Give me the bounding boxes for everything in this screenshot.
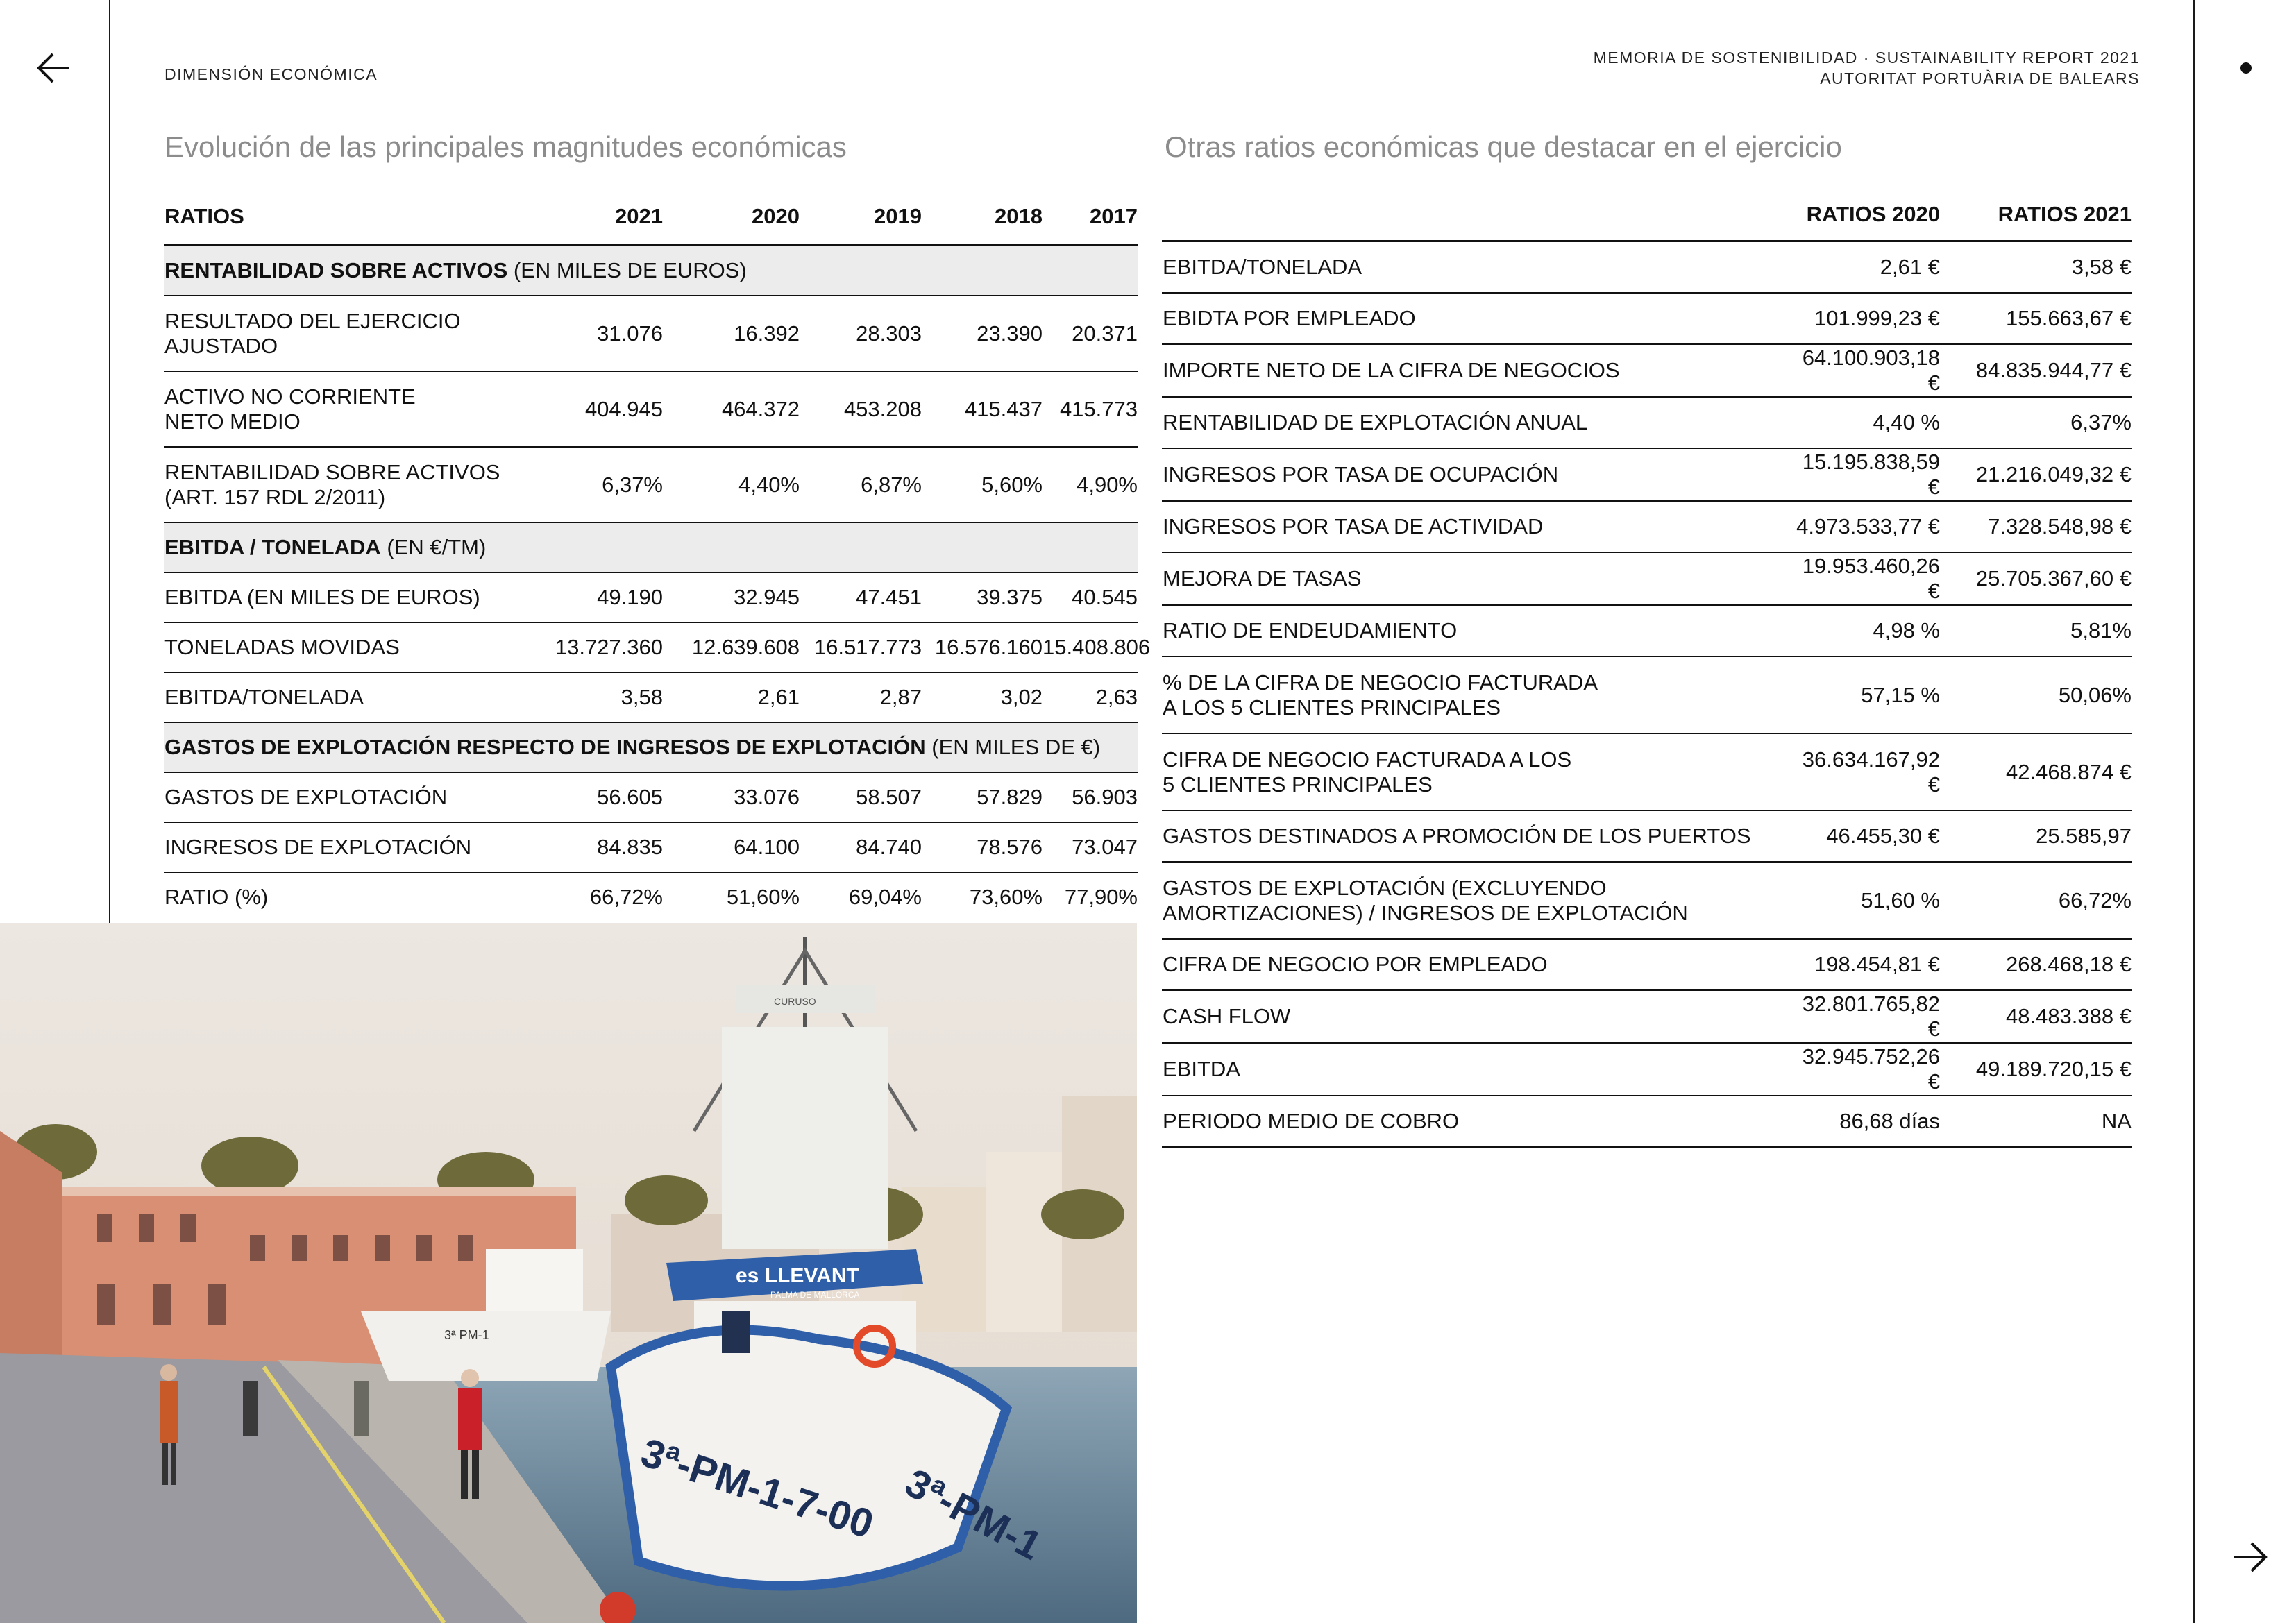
table-row bbox=[164, 872, 1138, 921]
section-header-bold: GASTOS DE EXPLOTACIÓN RESPECTO DE INGRESOS DE EXPLOTACIÓN bbox=[164, 735, 926, 759]
row-label: EBITDA/TONELADA bbox=[164, 672, 531, 722]
row-label: TONELADAS MOVIDAS bbox=[164, 622, 531, 672]
row-label: EBITDA/TONELADA bbox=[1162, 241, 1787, 294]
cell-value-2021: 6,37% bbox=[1941, 397, 2132, 448]
cell-value-2020: 198.454,81 € bbox=[1787, 939, 1941, 990]
table-row bbox=[1162, 397, 2132, 448]
table-row bbox=[1162, 1096, 2132, 1147]
row-label: CIFRA DE NEGOCIO POR EMPLEADO bbox=[1162, 939, 1787, 990]
row-label-line: A LOS 5 CLIENTES PRINCIPALES bbox=[1163, 695, 1501, 720]
cell-value: 57.829 bbox=[922, 772, 1043, 822]
cell-value-2020: 2,61 € bbox=[1787, 241, 1941, 294]
cell-value: 39.375 bbox=[922, 572, 1043, 622]
cell-value-2021: 7.328.548,98 € bbox=[1941, 501, 2132, 552]
row-label bbox=[164, 296, 531, 371]
row-label: MEJORA DE TASAS bbox=[1162, 552, 1787, 605]
other-ratios-table bbox=[1162, 189, 2132, 1148]
row-label: INGRESOS POR TASA DE OCUPACIÓN bbox=[1162, 448, 1787, 501]
section-header-unit: (EN MILES DE EUROS) bbox=[507, 258, 747, 282]
cell-value-2020: 19.953.460,26 € bbox=[1787, 552, 1941, 605]
cell-value: 23.390 bbox=[922, 296, 1043, 371]
cell-value: 4,90% bbox=[1043, 447, 1138, 522]
cell-value: 13.727.360 bbox=[531, 622, 663, 672]
table-row bbox=[164, 622, 1138, 672]
cell-value: 32.945 bbox=[663, 572, 800, 622]
cell-value: 16.576.160 bbox=[922, 622, 1043, 672]
cell-value: 415.437 bbox=[922, 371, 1043, 447]
table-row bbox=[1162, 241, 2132, 294]
cell-value-2021: 48.483.388 € bbox=[1941, 990, 2132, 1043]
row-label: IMPORTE NETO DE LA CIFRA DE NEGOCIOS bbox=[1162, 344, 1787, 397]
row-label bbox=[1162, 733, 1787, 810]
cell-value-2020: 4,98 % bbox=[1787, 605, 1941, 656]
cell-value: 40.545 bbox=[1043, 572, 1138, 622]
row-label-line: ACTIVO NO CORRIENTE bbox=[164, 384, 416, 409]
cell-value-2021: 5,81% bbox=[1941, 605, 2132, 656]
table-row bbox=[1162, 293, 2132, 344]
cell-value-2021: 50,06% bbox=[1941, 656, 2132, 733]
row-label bbox=[1162, 656, 1787, 733]
section-header-row bbox=[164, 722, 1138, 772]
section-header-bold: EBITDA / TONELADA bbox=[164, 535, 381, 559]
column-header: RATIOS 2021 bbox=[1941, 189, 2132, 241]
cell-value-2021: 84.835.944,77 € bbox=[1941, 344, 2132, 397]
cell-value: 2,63 bbox=[1043, 672, 1138, 722]
row-label bbox=[1162, 862, 1787, 939]
row-label: GASTOS DESTINADOS A PROMOCIÓN DE LOS PUERTOS bbox=[1162, 810, 1787, 862]
cell-value: 49.190 bbox=[531, 572, 663, 622]
table-row bbox=[1162, 810, 2132, 862]
cell-value-2020: 4.973.533,77 € bbox=[1787, 501, 1941, 552]
right-divider-line bbox=[2193, 0, 2195, 1623]
row-label-line: % DE LA CIFRA DE NEGOCIO FACTURADA bbox=[1163, 670, 1598, 695]
cell-value-2020: 64.100.903,18 € bbox=[1787, 344, 1941, 397]
table-row bbox=[164, 572, 1138, 622]
cell-value: 84.740 bbox=[800, 822, 922, 872]
row-label: CASH FLOW bbox=[1162, 990, 1787, 1043]
cell-value: 33.076 bbox=[663, 772, 800, 822]
report-organization: AUTORITAT PORTUÀRIA DE BALEARS bbox=[1820, 69, 2140, 87]
row-label: GASTOS DE EXPLOTACIÓN bbox=[164, 772, 531, 822]
cell-value-2021: 66,72% bbox=[1941, 862, 2132, 939]
cell-value-2021: 21.216.049,32 € bbox=[1941, 448, 2132, 501]
cell-value: 404.945 bbox=[531, 371, 663, 447]
column-header: 2018 bbox=[922, 189, 1043, 246]
cell-value-2021: 155.663,67 € bbox=[1941, 293, 2132, 344]
bow-nameplate: CURUSO bbox=[774, 996, 816, 1007]
cell-value-2021: 25.585,97 bbox=[1941, 810, 2132, 862]
report-title: MEMORIA DE SOSTENIBILIDAD · SUSTAINABILITY REPORT 2021 bbox=[1593, 49, 2140, 67]
table-row bbox=[164, 371, 1138, 447]
row-label-line: (ART. 157 RDL 2/2011) bbox=[164, 484, 386, 509]
cell-value: 20.371 bbox=[1043, 296, 1138, 371]
column-header: 2020 bbox=[663, 189, 800, 246]
boat-port: PALMA DE MALLORCA bbox=[770, 1290, 860, 1300]
left-section-title: Evolución de las principales magnitudes económicas bbox=[164, 130, 847, 163]
cell-value-2020: 51,60 % bbox=[1787, 862, 1941, 939]
table-row bbox=[1162, 862, 2132, 939]
table-row bbox=[164, 822, 1138, 872]
right-section-title: Otras ratios económicas que destacar en el ejercicio bbox=[1165, 130, 1842, 163]
row-label-line: RESULTADO DEL EJERCICIO bbox=[164, 308, 461, 333]
cell-value: 415.773 bbox=[1043, 371, 1138, 447]
cell-value-2021: 3,58 € bbox=[1941, 241, 2132, 294]
row-label-line: 5 CLIENTES PRINCIPALES bbox=[1163, 772, 1433, 797]
cell-value: 2,61 bbox=[663, 672, 800, 722]
row-label: RATIO DE ENDEUDAMIENTO bbox=[1162, 605, 1787, 656]
column-header: 2017 bbox=[1043, 189, 1138, 246]
column-header: RATIOS bbox=[164, 189, 531, 246]
table-row bbox=[1162, 605, 2132, 656]
arrow-right-icon[interactable] bbox=[2228, 1536, 2270, 1578]
cell-value-2021: 268.468,18 € bbox=[1941, 939, 2132, 990]
table-row bbox=[1162, 448, 2132, 501]
cell-value: 73.047 bbox=[1043, 822, 1138, 872]
cell-value-2020: 36.634.167,92 € bbox=[1787, 733, 1941, 810]
column-header: RATIOS 2020 bbox=[1787, 189, 1941, 241]
cell-value: 28.303 bbox=[800, 296, 922, 371]
table-row bbox=[164, 772, 1138, 822]
cell-value: 31.076 bbox=[531, 296, 663, 371]
row-label-line: NETO MEDIO bbox=[164, 409, 301, 434]
arrow-left-icon[interactable] bbox=[35, 47, 76, 89]
dot-icon bbox=[2240, 62, 2252, 74]
row-label-line: RENTABILIDAD SOBRE ACTIVOS bbox=[164, 459, 500, 484]
section-header bbox=[164, 522, 1138, 572]
section-header bbox=[164, 246, 1138, 296]
row-label: PERIODO MEDIO DE COBRO bbox=[1162, 1096, 1787, 1147]
cell-value-2020: 15.195.838,59 € bbox=[1787, 448, 1941, 501]
table-row bbox=[1162, 656, 2132, 733]
table-row bbox=[1162, 733, 2132, 810]
cell-value: 6,37% bbox=[531, 447, 663, 522]
cell-value: 66,72% bbox=[589, 885, 663, 909]
row-label: INGRESOS POR TASA DE ACTIVIDAD bbox=[1162, 501, 1787, 552]
row-label: EBIDTA POR EMPLEADO bbox=[1162, 293, 1787, 344]
second-boat-registration: 3ª PM-1 bbox=[444, 1328, 489, 1342]
cell-value-2020: 32.945.752,26 € bbox=[1787, 1043, 1941, 1096]
table-row bbox=[1162, 939, 2132, 990]
economic-evolution-table bbox=[164, 189, 1151, 921]
hull-registration-right: 3ª-PM-1 bbox=[897, 1460, 1049, 1569]
row-label: INGRESOS DE EXPLOTACIÓN bbox=[164, 822, 531, 872]
cell-value: 77,90% bbox=[1064, 885, 1138, 909]
column-header: 2021 bbox=[531, 189, 663, 246]
cell-value: 78.576 bbox=[922, 822, 1043, 872]
table-row bbox=[164, 296, 1138, 371]
cell-value: 5,60% bbox=[922, 447, 1043, 522]
section-header bbox=[164, 722, 1138, 772]
table-row bbox=[164, 447, 1138, 522]
row-label-line: AMORTIZACIONES) / INGRESOS DE EXPLOTACIÓN bbox=[1163, 900, 1688, 925]
table-row bbox=[1162, 344, 2132, 397]
cell-value: 3,58 bbox=[531, 672, 663, 722]
cell-value: 58.507 bbox=[800, 772, 922, 822]
cell-value: 56.605 bbox=[531, 772, 663, 822]
cell-value: 47.451 bbox=[800, 572, 922, 622]
cell-value-2021: 25.705.367,60 € bbox=[1941, 552, 2132, 605]
boat-name: es LLEVANT bbox=[736, 1264, 859, 1287]
cell-value: 3,02 bbox=[922, 672, 1043, 722]
table-row bbox=[1162, 552, 2132, 605]
row-label bbox=[164, 447, 531, 522]
table-row bbox=[1162, 990, 2132, 1043]
hull-registration: 3ª-PM-1-7-00 bbox=[635, 1429, 879, 1547]
cell-value-2020: 4,40 % bbox=[1787, 397, 1941, 448]
cell-value: 16.517.773 bbox=[800, 622, 922, 672]
cell-value: 84.835 bbox=[531, 822, 663, 872]
table-row bbox=[1162, 1043, 2132, 1096]
column-header bbox=[1162, 189, 1787, 241]
left-divider-line bbox=[109, 0, 110, 923]
cell-value: 51,60% bbox=[726, 885, 800, 909]
row-label: RATIO (%) bbox=[164, 885, 269, 909]
cell-value-2021: 49.189.720,15 € bbox=[1941, 1043, 2132, 1096]
cell-value: 453.208 bbox=[800, 371, 922, 447]
section-header-unit: (EN MILES DE €) bbox=[925, 735, 1101, 759]
section-header-unit: (EN €/TM) bbox=[380, 535, 487, 559]
cell-value: 73,60% bbox=[969, 885, 1043, 909]
row-label: EBITDA bbox=[1162, 1043, 1787, 1096]
cell-value-2020: 46.455,30 € bbox=[1787, 810, 1941, 862]
row-label-line: AJUSTADO bbox=[164, 333, 278, 358]
row-label: RENTABILIDAD DE EXPLOTACIÓN ANUAL bbox=[1162, 397, 1787, 448]
cell-value-2021: 42.468.874 € bbox=[1941, 733, 2132, 810]
cell-value: 4,40% bbox=[663, 447, 800, 522]
harbour-illustration bbox=[0, 923, 1137, 1623]
cell-value: 6,87% bbox=[800, 447, 922, 522]
column-header: 2019 bbox=[800, 189, 922, 246]
cell-value-2020: 57,15 % bbox=[1787, 656, 1941, 733]
report-header bbox=[1594, 47, 2140, 89]
cell-value: 64.100 bbox=[663, 822, 800, 872]
cell-value: 464.372 bbox=[663, 371, 800, 447]
table-row bbox=[1162, 501, 2132, 552]
section-header-row bbox=[164, 246, 1138, 296]
section-header-bold: RENTABILIDAD SOBRE ACTIVOS bbox=[164, 258, 508, 282]
section-label: DIMENSIÓN ECONÓMICA bbox=[164, 65, 378, 83]
row-label: EBITDA (EN MILES DE EUROS) bbox=[164, 572, 531, 622]
row-label bbox=[164, 371, 531, 447]
table-row bbox=[164, 672, 1138, 722]
section-header-row bbox=[164, 522, 1138, 572]
other-ratios-body bbox=[1162, 241, 2132, 1148]
cell-value-2020: 101.999,23 € bbox=[1787, 293, 1941, 344]
cell-value-2020: 86,68 días bbox=[1787, 1096, 1941, 1147]
cell-value: 12.639.608 bbox=[663, 622, 800, 672]
cell-value-2021: NA bbox=[1941, 1096, 2132, 1147]
row-label-line: CIFRA DE NEGOCIO FACTURADA A LOS bbox=[1163, 747, 1572, 772]
harbour-photo bbox=[0, 923, 1137, 1623]
cell-value: 16.392 bbox=[663, 296, 800, 371]
table-header-row bbox=[1162, 189, 2132, 241]
cell-value: 56.903 bbox=[1043, 772, 1138, 822]
cell-value-2020: 32.801.765,82 € bbox=[1787, 990, 1941, 1043]
cell-value: 69,04% bbox=[848, 885, 922, 909]
cell-value: 2,87 bbox=[800, 672, 922, 722]
cell-value: 15.408.806 bbox=[1043, 622, 1138, 672]
table-header-row bbox=[164, 189, 1138, 246]
row-label-line: GASTOS DE EXPLOTACIÓN (EXCLUYENDO bbox=[1163, 875, 1607, 900]
